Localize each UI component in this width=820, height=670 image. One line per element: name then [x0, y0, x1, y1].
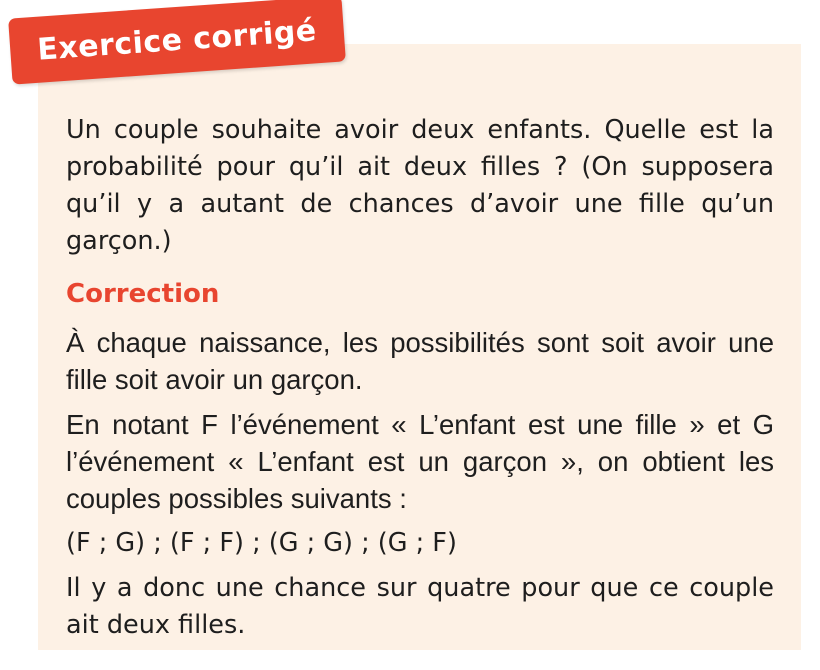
exercise-statement: Un couple souhaite avoir deux enfants. Quelle est la probabilité pour qu’il ait deux filles ? (On supposera qu’il y a autant de chances d’avoir une fille qu’un garçon.)	[66, 115, 774, 256]
correction-paragraph-1: À chaque naissance, les possibilités sont soit avoir une fille soit avoir un garçon.	[66, 327, 774, 395]
outcome-list: (F ; G) ; (F ; F) ; (G ; G) ; (G ; F)	[66, 528, 457, 558]
correction-title: Correction	[66, 279, 220, 309]
exercise-content	[66, 112, 774, 644]
correction-conclusion: Il y a donc une chance sur quatre pour que ce couple ait deux filles.	[66, 573, 774, 640]
badge-label: Exercice corrigé	[36, 12, 318, 68]
correction-paragraph-2: En notant F l’événement « L’enfant est une fille » et G l’événement « L’enfant est un garçon », on obtient les couples possibles suivants :	[66, 409, 774, 514]
